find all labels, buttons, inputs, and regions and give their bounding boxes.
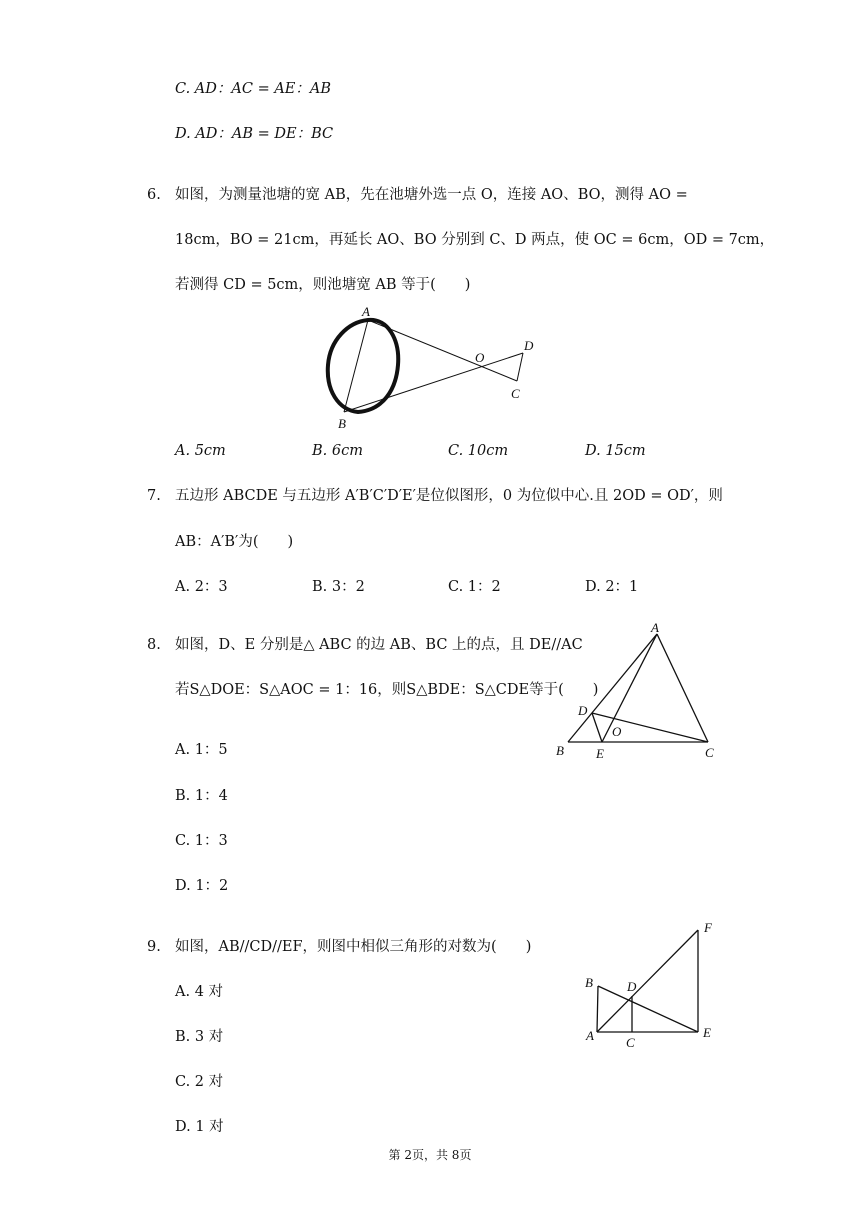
label-B: B: [556, 743, 564, 758]
label-C: C: [511, 386, 520, 401]
label-B: B: [338, 416, 346, 431]
q9-option-d: D. 1 对: [175, 1119, 224, 1135]
q9-option-a: A. 4 对: [175, 984, 224, 1000]
q9-number: 9.: [147, 939, 161, 955]
q7-option-c: C. 1：2: [448, 579, 501, 595]
label-O: O: [475, 350, 485, 365]
q7-option-d: D. 2：1: [585, 579, 639, 595]
label-C: C: [705, 745, 714, 760]
q9-option-b: B. 3 对: [175, 1029, 224, 1045]
q6-figure: [318, 300, 548, 435]
label-E: E: [703, 1025, 711, 1040]
q8-line1: 如图，D、E 分别是△ ABC 的边 AB、BC 上的点，且 DE//AC: [175, 637, 583, 653]
segment-AB: [344, 320, 368, 412]
segment-AE: [602, 634, 657, 742]
q6-line2: 18cm，BO = 21cm，再延长 AO、BO 分别到 C、D 两点，使 OC = 6cm，OD = 7cm，: [175, 232, 775, 248]
label-A: A: [586, 1028, 594, 1043]
pond-outline: [328, 320, 398, 412]
label-B: B: [585, 975, 593, 990]
q7-option-b: B. 3：2: [312, 579, 365, 595]
label-A: A: [362, 304, 370, 319]
label-O: O: [612, 724, 622, 739]
q9-line1: 如图，AB//CD//EF，则图中相似三角形的对数为( ): [175, 939, 532, 955]
q7-line2: AB：A′B′为( ): [175, 534, 294, 550]
segment-DE: [592, 713, 602, 742]
q8-option-b: B. 1：4: [175, 788, 228, 804]
segment-BE: [598, 986, 698, 1032]
label-D: D: [524, 338, 534, 353]
q7-number: 7.: [147, 488, 161, 504]
q6-option-b: B. 6cm: [312, 443, 363, 459]
page-footer: 第 2页，共 8页: [388, 1148, 472, 1162]
label-D: D: [627, 979, 637, 994]
q8-option-c: C. 1：3: [175, 833, 228, 849]
q6-line3: 若测得 CD = 5cm，则池塘宽 AB 等于( ): [175, 277, 471, 293]
label-C: C: [626, 1035, 635, 1050]
segment-AB: [597, 986, 598, 1032]
q9-option-c: C. 2 对: [175, 1074, 224, 1090]
q8-figure: [550, 620, 725, 765]
q8-line2: 若S△DOE：S△AOC = 1：16，则S△BDE：S△CDE等于( ): [175, 682, 599, 698]
segment-AF: [597, 930, 698, 1032]
label-F: F: [704, 920, 712, 935]
q5-option-c: C. AD：AC = AE：AB: [175, 81, 332, 97]
q9-figure: [580, 915, 725, 1055]
q8-number: 8.: [147, 637, 161, 653]
segment-AC: [657, 634, 708, 742]
segment-AC: [368, 320, 517, 381]
label-E: E: [596, 746, 604, 761]
q6-option-c: C. 10cm: [448, 443, 509, 459]
q5-option-d: D. AD：AB = DE：BC: [175, 126, 334, 142]
label-A: A: [651, 620, 659, 635]
q8-option-d: D. 1：2: [175, 878, 229, 894]
q6-option-d: D. 15cm: [585, 443, 646, 459]
segment-DC: [517, 353, 523, 381]
q6-number: 6.: [147, 187, 161, 203]
q7-line1: 五边形 ABCDE 与五边形 A′B′C′D′E′是位似图形，0 为位似中心.且 2OD = OD′，则: [175, 488, 723, 504]
q6-option-a: A. 5cm: [175, 443, 226, 459]
q7-option-a: A. 2：3: [175, 579, 228, 595]
segment-BD: [344, 353, 523, 412]
q8-option-a: A. 1：5: [175, 742, 228, 758]
label-D: D: [578, 703, 588, 718]
q6-line1: 如图，为测量池塘的宽 AB，先在池塘外选一点 O，连接 AO、BO，测得 AO =: [175, 187, 688, 203]
